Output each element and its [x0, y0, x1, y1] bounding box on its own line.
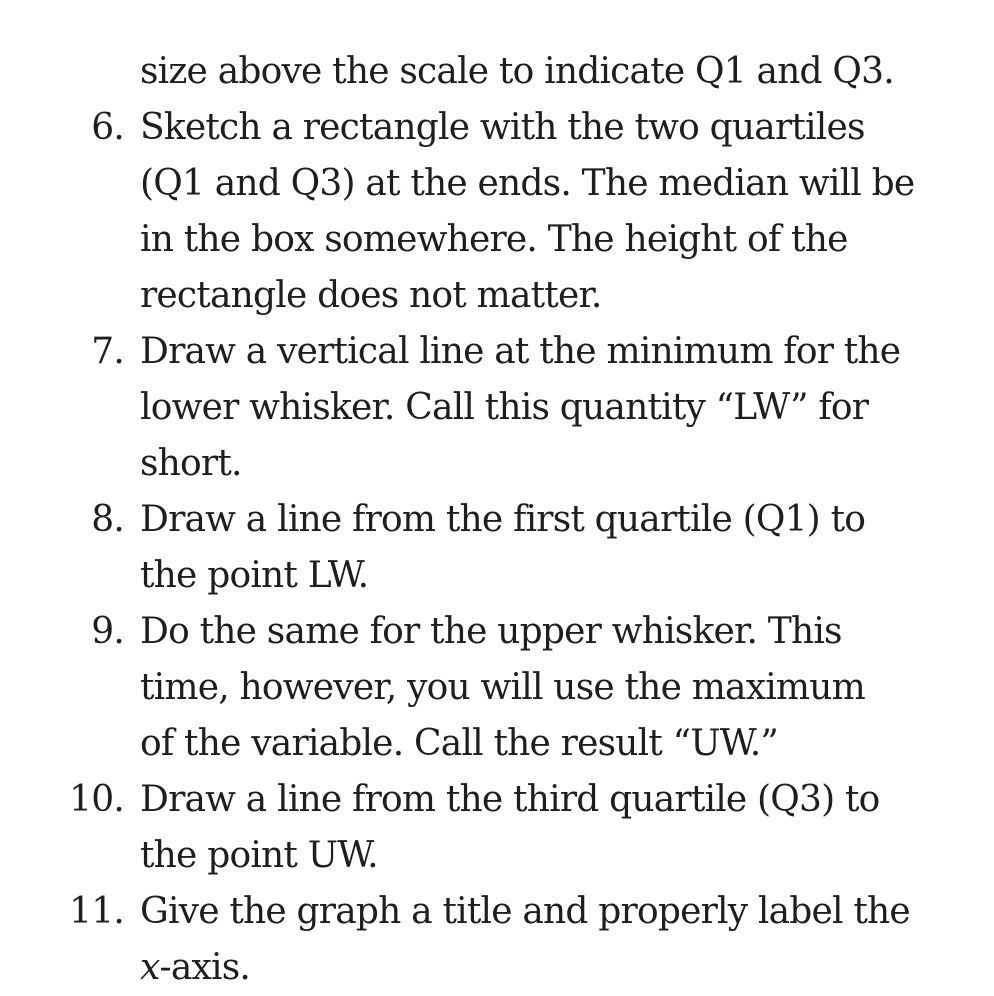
list-item-9 [0, 604, 994, 660]
item-text: Do the same for the upper whisker. This [140, 611, 842, 652]
item-text: the point LW. [140, 555, 369, 596]
list-item-11-line [0, 940, 994, 996]
item-text: (Q1 and Q3) at the ends. The median will be [140, 163, 915, 204]
list-item-6-line [0, 212, 994, 268]
item-number: 8. [91, 499, 124, 540]
continuation-line [0, 44, 994, 100]
item-text: of the variable. Call the result “UW.” [140, 723, 778, 764]
item-text: Draw a line from the first quartile (Q1) to [140, 499, 866, 540]
item-text-last [140, 940, 250, 996]
list-item-7-line [0, 380, 994, 436]
item-text: in the box somewhere. The height of the [140, 219, 848, 260]
list-item-10-line [0, 828, 994, 884]
item-number: 9. [91, 611, 124, 652]
list-item-9-line [0, 716, 994, 772]
item-number: 11. [69, 891, 124, 932]
item-text: Sketch a rectangle with the two quartiles [140, 107, 865, 148]
item-text: time, however, you will use the maximum [140, 667, 865, 708]
list-item-7 [0, 324, 994, 380]
list-item-8-line [0, 548, 994, 604]
list-item-10 [0, 772, 994, 828]
item-text: rectangle does not matter. [140, 275, 602, 316]
item-text: Draw a line from the third quartile (Q3) to [140, 779, 880, 820]
list-item-6-line [0, 268, 994, 324]
item-text: Draw a vertical line at the minimum for the [140, 331, 901, 372]
italic-variable: x [140, 947, 160, 988]
list-item-9-line [0, 660, 994, 716]
item-text: Give the graph a title and properly label the [140, 891, 910, 932]
item-text: lower whisker. Call this quantity “LW” for [140, 387, 869, 428]
list-item-7-line [0, 436, 994, 492]
item-number: 6. [91, 107, 124, 148]
item-number: 7. [91, 331, 124, 372]
continuation-text: size above the scale to indicate Q1 and Q3. [140, 51, 894, 92]
list-item-8 [0, 492, 994, 548]
list-item-6-line [0, 156, 994, 212]
instruction-list [0, 44, 994, 996]
item-text: short. [140, 443, 242, 484]
list-item-11 [0, 884, 994, 940]
list-item-6 [0, 100, 994, 156]
axis-suffix: -axis. [159, 947, 251, 988]
item-text: the point UW. [140, 835, 378, 876]
item-number: 10. [69, 779, 124, 820]
